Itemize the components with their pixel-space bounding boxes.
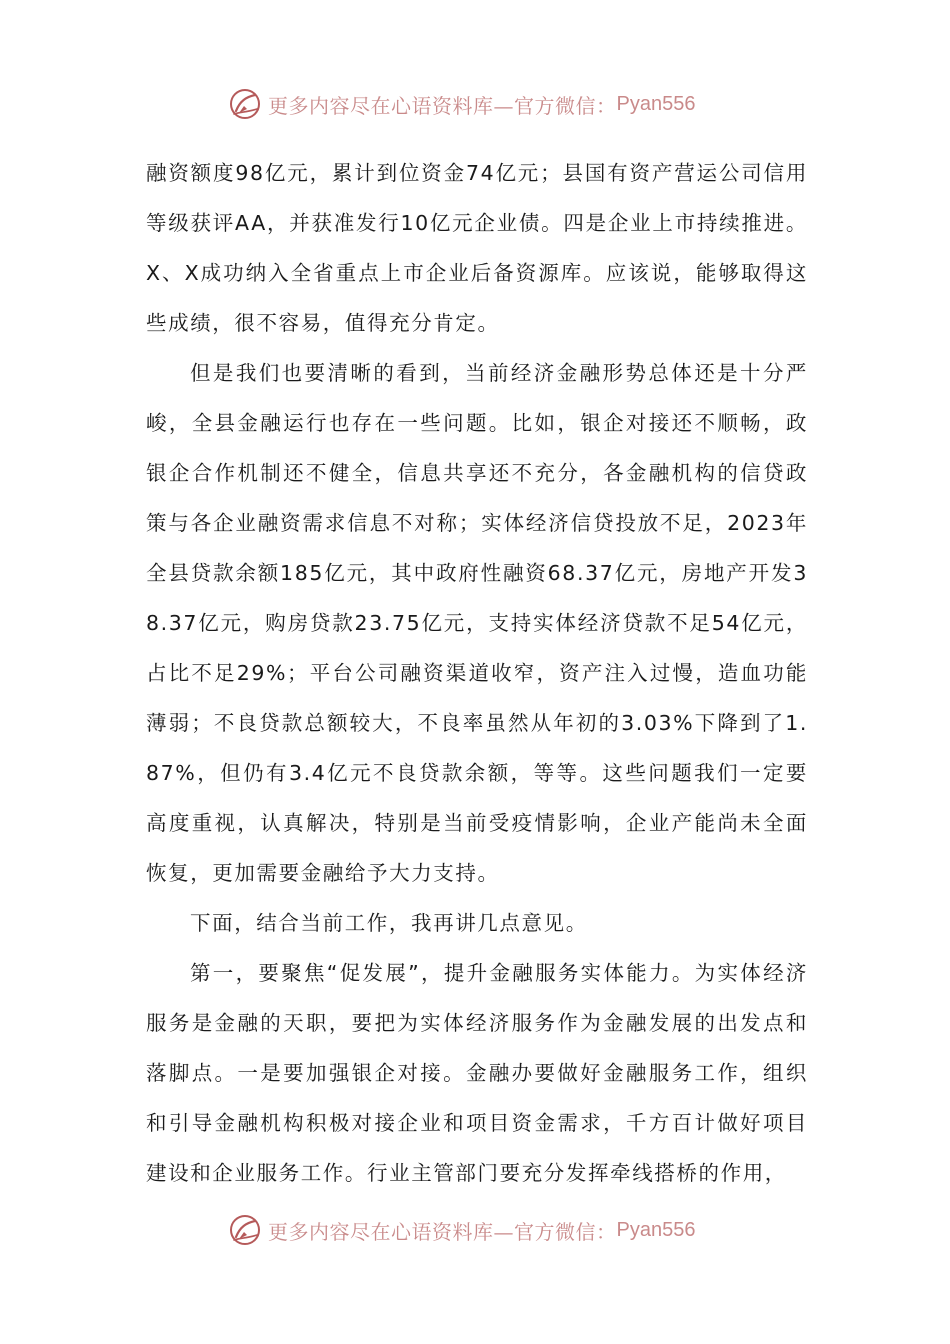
watermark-text: 更多内容尽在心语资料库—官方微信： [268, 1219, 617, 1244]
watermark-wechat-id: Pyan556 [616, 1218, 696, 1241]
watermark-wechat-id: Pyan556 [616, 92, 696, 115]
watermark-banner-top [228, 84, 748, 124]
signature-pen-logo-icon [228, 87, 262, 121]
watermark-text: 更多内容尽在心语资料库—官方微信： [268, 93, 617, 118]
paragraph-2: 但是我们也要清晰的看到，当前经济金融形势总体还是十分严峻，全县金融运行也存在一些问题。比如，银企对接还不顺畅，政银企合作机制还不健全，信息共享还不充分，各金融机构的信贷政策与各企业融资需求信息不对称；实体经济信贷投放不足，2023年全县贷款余额185亿元，其中政府性融资68.37亿元，房地产开发38.37亿元，购房贷款23.75亿元，支持实体经济贷款不足54亿元，占比不足29%；平台公司融资渠道收窄，资产注入过慢，造血功能薄弱；不良贷款总额较大，不良率虽然从年初的3.03%下降到了1.87%，但仍有3.4亿元不良贷款余额，等等。这些问题我们一定要高度重视，认真解决，特别是当前受疫情影响，企业产能尚未全面恢复，更加需要金融给予大力支持。 [146, 361, 808, 885]
watermark-banner-bottom [228, 1210, 748, 1250]
document-body [146, 148, 808, 1198]
paragraph-1: 融资额度98亿元，累计到位资金74亿元；县国有资产营运公司信用等级获评AA，并获准发行10亿元企业债。四是企业上市持续推进。X、X成功纳入全省重点上市企业后备资源库。应该说，能够取得这些成绩，很不容易，值得充分肯定。 [146, 161, 808, 335]
paragraph-4: 第一，要聚焦“促发展”，提升金融服务实体能力。为实体经济服务是金融的天职，要把为实体经济服务作为金融发展的出发点和落脚点。一是要加强银企对接。金融办要做好金融服务工作，组织和引导金融机构积极对接企业和项目资金需求，千方百计做好项目建设和企业服务工作。行业主管部门要充分发挥牵线搭桥的作用， [146, 961, 808, 1185]
signature-pen-logo-icon [228, 1213, 262, 1247]
paragraph-3: 下面，结合当前工作，我再讲几点意见。 [190, 911, 588, 935]
